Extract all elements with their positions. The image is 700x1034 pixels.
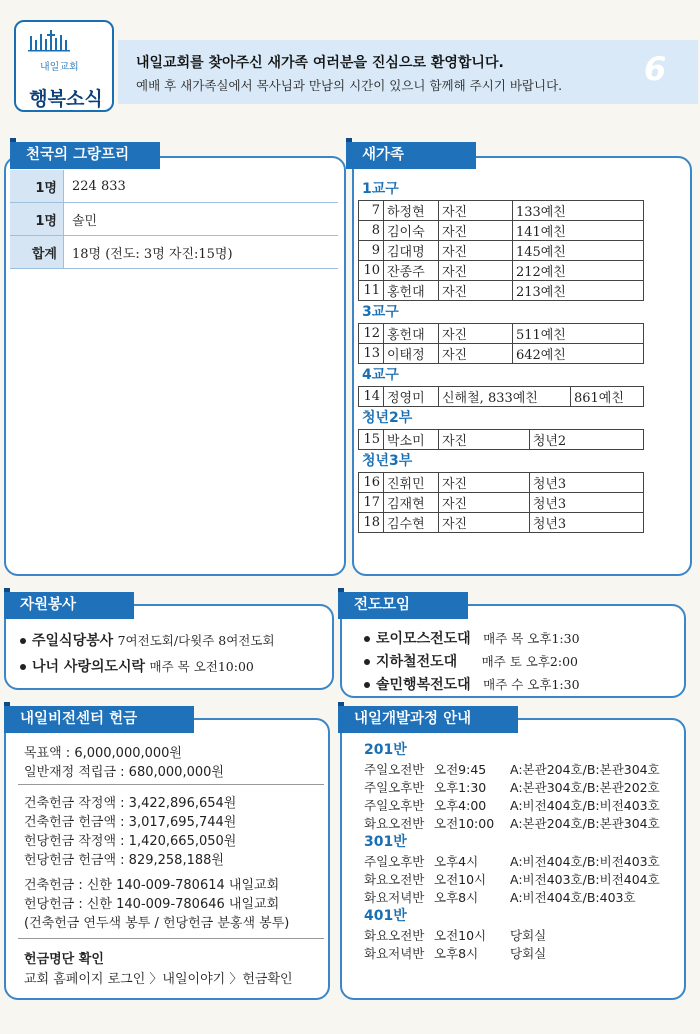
bullet-icon: [364, 682, 370, 688]
course-time: 오전10시: [434, 872, 487, 887]
course-title: 내일개발과정 안내: [338, 706, 518, 733]
evangel-label: 지하철전도대: [376, 654, 458, 670]
course-time: 오전10:00: [434, 816, 495, 831]
page-title: 행복소식: [29, 88, 103, 110]
course-cls: 주일오후반: [364, 854, 425, 869]
rank-value: 솔민: [64, 203, 339, 236]
member-n: 15: [359, 430, 384, 450]
vision-line: 건축헌금 작정액 : 3,422,896,654원: [24, 796, 237, 811]
course-group-heading: 201반: [364, 742, 407, 758]
member-table: [358, 472, 644, 533]
member-table: [358, 429, 644, 450]
table-row: [359, 473, 644, 493]
table-row: [359, 201, 644, 221]
member-by: 자진: [439, 513, 530, 533]
table-row: [359, 344, 644, 364]
member-by: 신해철, 833예친: [439, 387, 571, 407]
volunteer-detail: 7여전도회/다윗주 8여전도회: [117, 633, 275, 648]
member-by: 자진: [439, 221, 513, 241]
course-cls: 주일오전반: [364, 762, 425, 777]
table-row: [359, 241, 644, 261]
vision-line: 헌당헌금 헌금액 : 829,258,188원: [24, 853, 224, 868]
member-note: 511예친: [512, 324, 643, 344]
course-cls: 주일오후반: [364, 780, 425, 795]
bullet-icon: [364, 659, 370, 665]
group-heading: 청년2부: [362, 410, 413, 426]
page-number: 6: [644, 50, 667, 88]
table-row: [359, 261, 644, 281]
welcome-banner: [118, 40, 698, 104]
course-table: [364, 760, 664, 832]
course-cls: 화요저녁반: [364, 890, 425, 905]
logo-text: 내일교회: [40, 62, 79, 73]
member-by: 자진: [439, 430, 530, 450]
member-n: 8: [359, 221, 384, 241]
rank-label: 1명: [10, 203, 64, 236]
course-time: 오후4시: [434, 854, 479, 869]
table-row: [364, 926, 550, 944]
table-row: [359, 221, 644, 241]
confirm-title: 헌금명단 확인: [24, 952, 104, 967]
newfamily-list: [358, 178, 688, 533]
member-name: 홍헌대: [384, 281, 439, 301]
rank-value: 18명 (전도: 3명 자진:15명): [64, 236, 339, 269]
member-name: 김이숙: [384, 221, 439, 241]
member-name: 하정현: [384, 201, 439, 221]
member-name: 정영미: [384, 387, 439, 407]
volunteer-title: 자원봉사: [4, 592, 134, 619]
bullet-icon: [20, 664, 26, 670]
bullet-icon: [20, 638, 26, 644]
course-room: A:비전404호/B:비전403호: [510, 854, 660, 869]
confirm-link[interactable]: 교회 홈페이지 로그인 〉내일이야기 〉헌금확인: [24, 972, 293, 987]
course-cls: 주일오후반: [364, 798, 425, 813]
table-row: [364, 888, 664, 906]
member-by: 자진: [439, 261, 513, 281]
divider: [18, 938, 324, 939]
course-room: 당회실: [510, 946, 547, 961]
course-cls: 화요오전반: [364, 816, 425, 831]
course-time: 오후1:30: [434, 780, 487, 795]
member-note: 청년3: [529, 493, 643, 513]
rank-value: 224 833: [64, 170, 339, 203]
member-n: 9: [359, 241, 384, 261]
evangel-title: 전도모임: [338, 592, 468, 619]
welcome-line-2: 예배 후 새가족실에서 목사님과 만남의 시간이 있으니 함께해 주시기 바랍니다.: [136, 78, 563, 93]
member-n: 14: [359, 387, 384, 407]
member-name: 김수현: [384, 513, 439, 533]
evangel-detail: 매주 수 오후1:30: [483, 677, 580, 692]
member-name: 김대명: [384, 241, 439, 261]
member-note: 청년3: [529, 473, 643, 493]
member-name: 잔종주: [384, 261, 439, 281]
course-list: [364, 740, 684, 962]
member-by: 자진: [439, 473, 530, 493]
table-row: [359, 387, 644, 407]
group-heading: 1교구: [362, 181, 399, 197]
welcome-line-1: 내일교회를 찾아주신 새가족 여러분을 진심으로 환영합니다.: [136, 55, 504, 71]
course-cls: 화요저녁반: [364, 946, 425, 961]
table-row: [10, 236, 338, 269]
member-name: 진휘민: [384, 473, 439, 493]
course-time: 오후8시: [434, 946, 479, 961]
member-note: 청년3: [529, 513, 643, 533]
group-heading: 4교구: [362, 367, 399, 383]
member-by: 자진: [439, 493, 530, 513]
course-group-heading: 401반: [364, 908, 407, 924]
table-row: [359, 281, 644, 301]
course-time: 오전9:45: [434, 762, 487, 777]
member-n: 11: [359, 281, 384, 301]
member-n: 18: [359, 513, 384, 533]
vision-envelope-note: (건축헌금 연두색 봉투 / 헌당헌금 분홍색 봉투): [24, 916, 290, 931]
course-cls: 화요오전반: [364, 928, 425, 943]
member-name: 홍헌대: [384, 324, 439, 344]
course-table: [364, 852, 664, 906]
member-note: 145예친: [512, 241, 643, 261]
course-room: A:비전404호/B:403호: [510, 890, 636, 905]
vision-line: 건축헌금 헌금액 : 3,017,695,744원: [24, 815, 237, 830]
member-note: 642예친: [512, 344, 643, 364]
member-table: [358, 386, 644, 407]
course-room: A:본관204호/B:본관304호: [510, 762, 660, 777]
vision-goal: 목표액 : 6,000,000,000원: [24, 746, 182, 761]
evangel-detail: 매주 목 오후1:30: [483, 631, 580, 646]
table-row: [364, 870, 664, 888]
course-room: A:본관204호/B:본관304호: [510, 816, 660, 831]
course-room: A:본관304호/B:본관202호: [510, 780, 660, 795]
course-room: A:비전404호/B:비전403호: [510, 798, 660, 813]
member-name: 박소미: [384, 430, 439, 450]
evangel-item: [364, 651, 578, 671]
volunteer-detail: 매주 목 오전10:00: [149, 659, 254, 674]
evangel-item: [364, 674, 580, 694]
member-by: 자진: [439, 201, 513, 221]
group-heading: 3교구: [362, 304, 399, 320]
table-row: [364, 796, 664, 814]
table-row: [359, 513, 644, 533]
member-table: [358, 200, 644, 301]
table-row: [10, 203, 338, 236]
table-row: [359, 430, 644, 450]
table-row: [364, 852, 664, 870]
member-note: 청년2: [529, 430, 643, 450]
evangel-detail: 매주 토 오후2:00: [481, 654, 579, 669]
vision-line: 헌당헌금 작정액 : 1,420,665,050원: [24, 834, 237, 849]
member-by: 자진: [439, 344, 513, 364]
course-room: 당회실: [510, 928, 547, 943]
table-row: [364, 760, 664, 778]
vision-title: 내일비전센터 헌금: [4, 706, 194, 733]
course-time: 오후4:00: [434, 798, 487, 813]
course-room: A:비전403호/B:비전404호: [510, 872, 660, 887]
rank-label: 1명: [10, 170, 64, 203]
grandprix-title: 천국의 그랑프리: [10, 142, 160, 169]
course-table: [364, 926, 550, 962]
group-heading: 청년3부: [362, 453, 413, 469]
member-by: 자진: [439, 241, 513, 261]
member-n: 17: [359, 493, 384, 513]
member-n: 7: [359, 201, 384, 221]
course-cls: 화요오전반: [364, 872, 425, 887]
table-row: [364, 814, 664, 832]
rank-label: 합계: [10, 236, 64, 269]
evangel-item: [364, 628, 580, 648]
grandprix-table: [10, 170, 338, 269]
table-row: [364, 778, 664, 796]
member-n: 13: [359, 344, 384, 364]
member-name: 이태정: [384, 344, 439, 364]
church-logo-icon: [26, 30, 74, 52]
vision-account: 헌당헌금 : 신한 140-009-780646 내일교회: [24, 897, 280, 912]
member-note: 141예친: [512, 221, 643, 241]
member-name: 김재현: [384, 493, 439, 513]
course-time: 오전10시: [434, 928, 487, 943]
member-note: 861예친: [570, 387, 643, 407]
table-row: [10, 170, 338, 203]
member-n: 10: [359, 261, 384, 281]
member-note: 133예친: [512, 201, 643, 221]
volunteer-label: 주일식당봉사: [32, 633, 114, 649]
member-note: 213예친: [512, 281, 643, 301]
member-note: 212예친: [512, 261, 643, 281]
evangel-label: 솔민행복전도대: [376, 677, 471, 693]
member-by: 자진: [439, 281, 513, 301]
bullet-icon: [364, 636, 370, 642]
volunteer-label: 나너 사랑의도시락: [32, 659, 146, 675]
table-row: [364, 944, 550, 962]
member-by: 자진: [439, 324, 513, 344]
member-n: 12: [359, 324, 384, 344]
volunteer-item: [20, 630, 275, 650]
volunteer-item: [20, 656, 254, 676]
vision-general: 일반재정 적립금 : 680,000,000원: [24, 765, 224, 780]
table-row: [359, 493, 644, 513]
member-table: [358, 323, 644, 364]
evangel-label: 로이모스전도대: [376, 631, 471, 647]
vision-account: 건축헌금 : 신한 140-009-780614 내일교회: [24, 878, 280, 893]
course-group-heading: 301반: [364, 834, 407, 850]
member-n: 16: [359, 473, 384, 493]
newfamily-title: 새가족: [346, 142, 476, 169]
table-row: [359, 324, 644, 344]
divider: [18, 784, 324, 785]
course-time: 오후8시: [434, 890, 479, 905]
